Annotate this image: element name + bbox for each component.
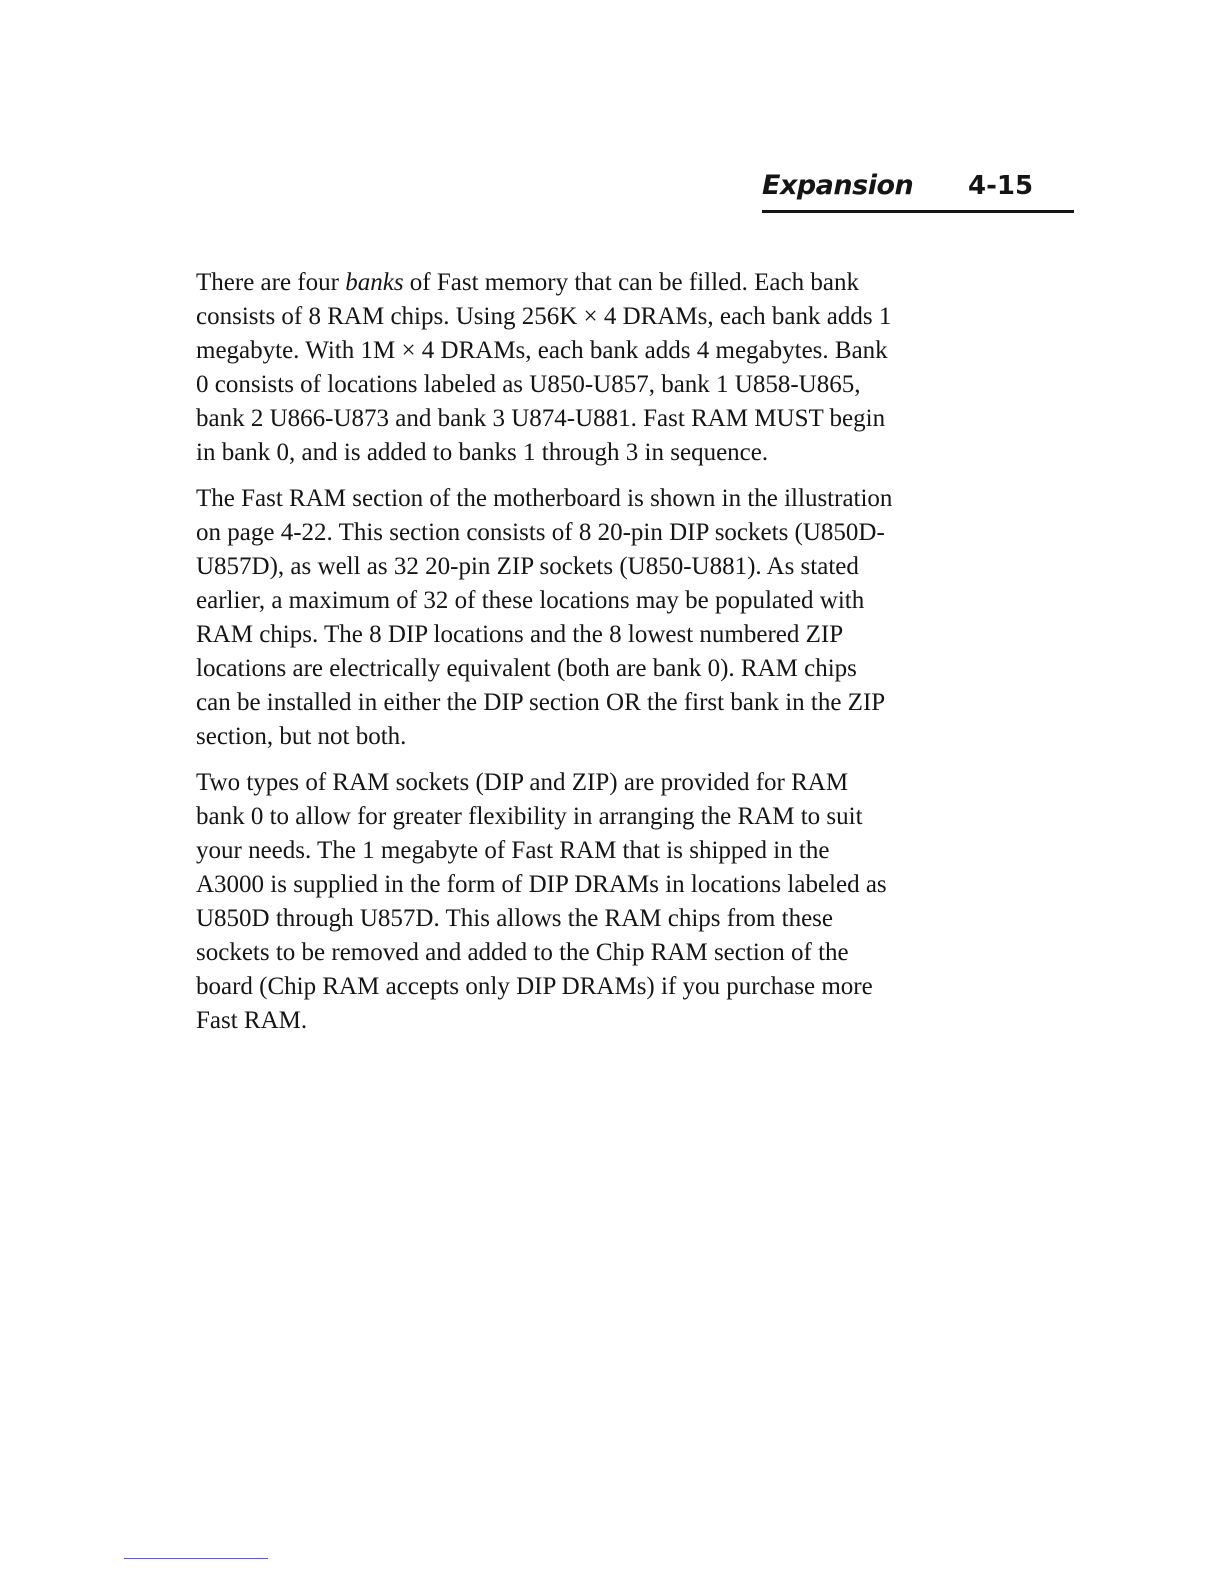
paragraph-fast-ram-section: The Fast RAM section of the motherboard is shown in the illustration on page 4-22. This section consists of 8 20-pin DIP sockets (U850D-U857D), as well as 32 20-pin ZIP sockets (U850-U881). As stated earlier, a maximum of 32 of these locations may be populated with RAM chips. The 8 DIP locations and the 8 lowest numbered ZIP locations are electrically equivalent (both are bank 0). RAM chips can be installed in either the DIP section OR the first bank in the ZIP section, but not both. xyxy=(196,485,893,750)
body-text xyxy=(196,266,896,1050)
running-header xyxy=(750,166,1050,210)
paragraph-banks xyxy=(196,266,896,470)
paragraph-text: There are four xyxy=(196,269,346,296)
section-title: Expansion xyxy=(762,170,914,201)
emphasized-term: banks xyxy=(345,269,404,296)
paragraph-text: of Fast memory that can be filled. Each bank consists of 8 RAM chips. Using 256K × 4 DRAMs, each bank adds 1 megabyte. With 1M × 4 DRAMs, each bank adds 4 megabytes. Bank 0 consists of locations labeled as U850-U857, bank 1 U858-U865, bank 2 U866-U873 and bank 3 U874-U881. Fast RAM MUST begin in bank 0, and is added to banks 1 through 3 in sequence. xyxy=(196,269,892,466)
page-number: 4-15 xyxy=(968,171,1034,201)
header-rule xyxy=(762,210,1074,213)
footer-rule xyxy=(124,1558,268,1559)
paragraph-socket-types: Two types of RAM sockets (DIP and ZIP) are provided for RAM bank 0 to allow for greater flexibility in arranging the RAM to suit your needs. The 1 megabyte of Fast RAM that is shipped in the A3000 is supplied in the form of DIP DRAMs in locations labeled as U850D through U857D. This allows the RAM chips from these sockets to be removed and added to the Chip RAM section of the board (Chip RAM accepts only DIP DRAMs) if you purchase more Fast RAM. xyxy=(196,769,887,1034)
